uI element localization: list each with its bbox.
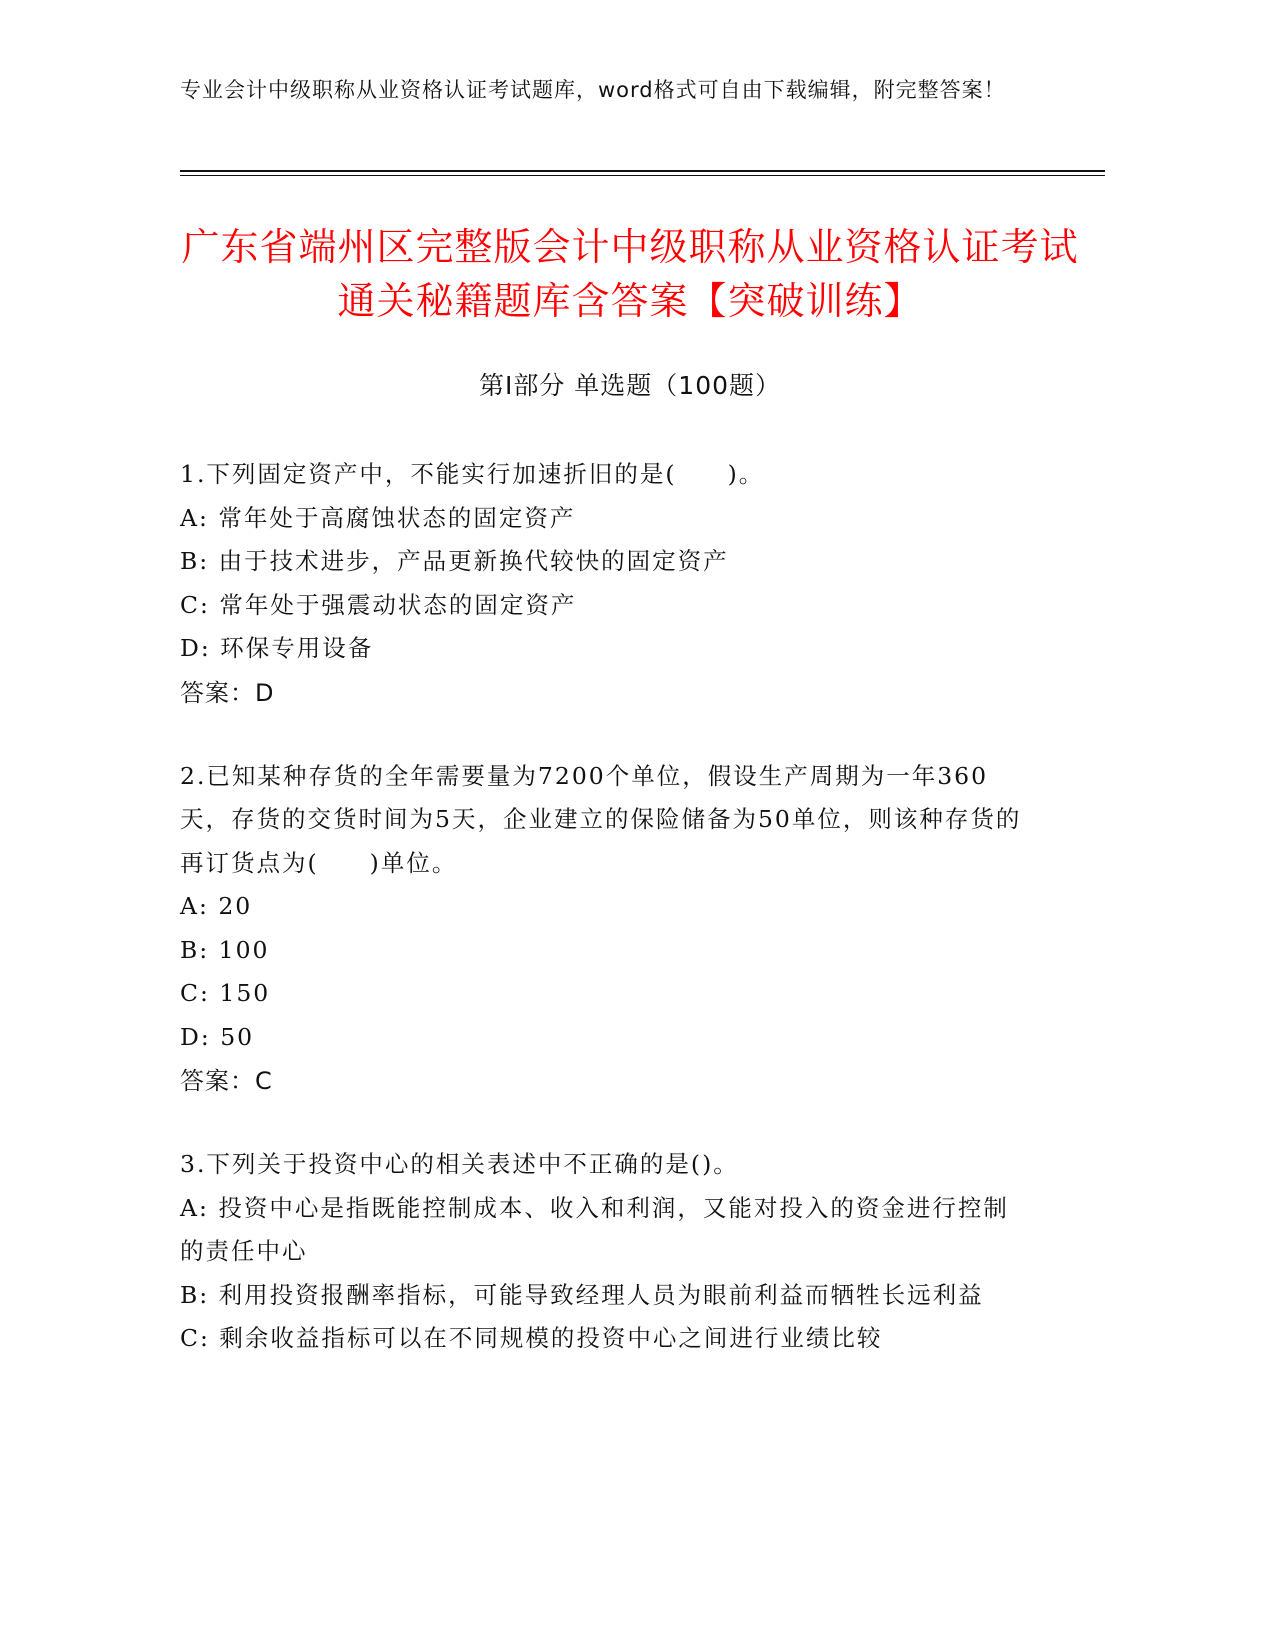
section-title: 第Ⅰ部分 单选题（100题）	[478, 371, 782, 400]
question-option-b: B: 利用投资报酬率指标，可能导致经理人员为眼前利益而牺牲长远利益	[180, 1280, 984, 1309]
question-option-a: A: 常年处于高腐蚀状态的固定资产	[180, 503, 576, 532]
question-option-c: C: 常年处于强震动状态的固定资产	[180, 590, 577, 619]
header-note: 专业会计中级职称从业资格认证考试题库，word格式可自由下载编辑，附完整答案！	[180, 78, 1006, 102]
question-option-d: D: 环保专用设备	[180, 634, 374, 662]
question-option-a: A: 投资中心是指既能控制成本、收入和利润，又能对投入的资金进行控制的责任中心	[180, 1193, 1009, 1265]
question-option-b: B: 由于技术进步，产品更新换代较快的固定资产	[180, 547, 729, 575]
question-option-a: A: 20	[180, 892, 253, 920]
question-stem: 2.已知某种存货的全年需要量为7200个单位，假设生产周期为一年360天，存货的交货时间为5天，企业建立的保险储备为50单位，则该种存货的再订货点为( )单位。	[180, 761, 1022, 877]
question-list	[180, 453, 1030, 1401]
question-2	[180, 755, 1030, 1104]
question-stem: 3.下列关于投资中心的相关表述中不正确的是()。	[180, 1150, 739, 1178]
question-1	[180, 453, 1030, 715]
question-option-c: C: 150	[180, 979, 271, 1007]
question-option-c: C: 剩余收益指标可以在不同规模的投资中心之间进行业绩比较	[180, 1324, 883, 1352]
question-answer: 答案：C	[180, 1067, 273, 1095]
document-title: 广东省端州区完整版会计中级职称从业资格认证考试通关秘籍题库含答案【突破训练】	[181, 225, 1079, 323]
header-rule-thin	[180, 175, 1105, 176]
question-option-b: B: 100	[180, 935, 270, 964]
question-option-d: D: 50	[180, 1022, 255, 1051]
header-rule-thick	[180, 170, 1105, 172]
question-answer: 答案：D	[180, 678, 275, 707]
question-3	[180, 1143, 1030, 1361]
question-stem: 1.下列固定资产中，不能实行加速折旧的是( )。	[180, 460, 765, 488]
